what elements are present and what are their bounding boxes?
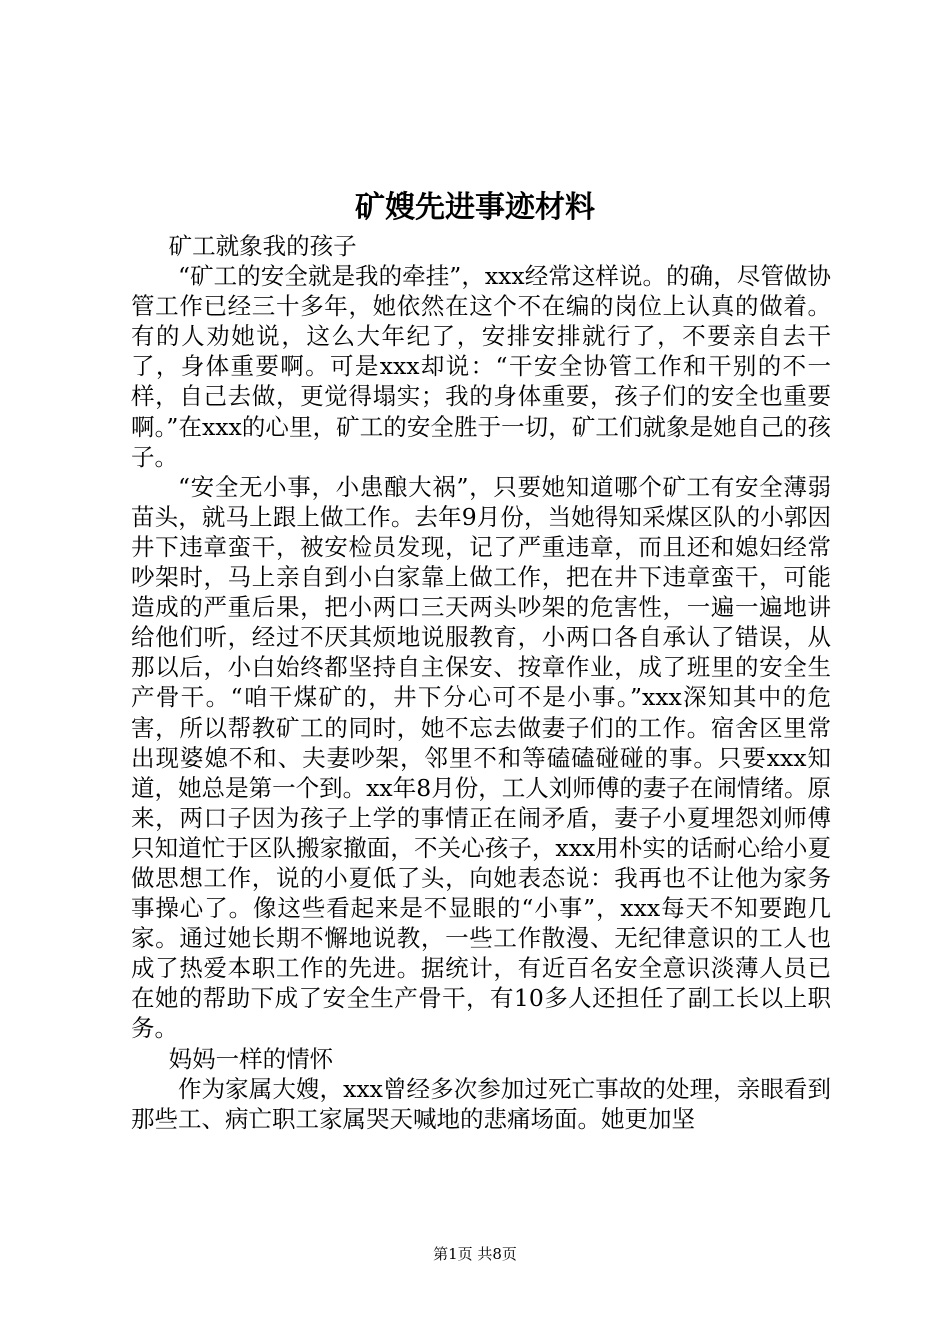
body-paragraph: “安全无小事，小患酿大祸”，只要她知道哪个矿工有安全薄弱苗头，就马上跟上做工作。去年9月份，当她得知采煤区队的小郭因井下违章蛮干，被安检员发现，记了严重违章，而且还和媳妇经常吵架时，马上亲自到小白家靠上做工作，把在井下违章蛮干，可能造成的严重后果，把小两口三天两头吵架的危害性，一遍一遍地讲给他们听，经过不厌其烦地说服教育，小两口各自承认了错误，从那以后，小白始终都坚持自主保安、按章作业，成了班里的安全生产骨干。“咱干煤矿的，井下分心可不是小事。”xxx深知其中的危害，所以帮教矿工的同时，她不忘去做妻子们的工作。宿舍区里常出现婆媳不和、夫妻吵架，邻里不和等磕磕碰碰的事。只要xxx知道，她总是第一个到。xx年8月份，工人刘师傅的妻子在闹情绪。原来，两口子因为孩子上学的事情正在闹矛盾，妻子小夏埋怨刘师傅只知道忙于区队搬家撤面，不关心孩子，xxx用朴实的话耐心给小夏做思想工作，说的小夏低了头，向她表态说：我再也不让他为家务事操心了。像这些看起来是不显眼的“小事”，xxx每天不知要跑几家。通过她长期不懈地说教，一些工作散漫、无纪律意识的工人也成了热爱本职工作的先进。据统计，有近百名安全意识淡薄人员已在她的帮助下成了安全生产骨干，有10多人还担任了副工长以上职务。 [131, 472, 831, 1043]
document-title: 矿嫂先进事迹材料 [355, 190, 595, 225]
body-paragraph: 作为家属大嫂，xxx曾经多次参加过死亡事故的处理，亲眼看到那些工、病亡职工家属哭天喊地的悲痛场面。她更加坚 [131, 1074, 831, 1133]
section-heading: 妈妈一样的情怀 [168, 1044, 334, 1073]
document-body [131, 231, 831, 1134]
page-footer: 第1页 共8页 [433, 1245, 517, 1263]
section-heading: 矿工就象我的孩子 [168, 232, 357, 260]
body-paragraph: “矿工的安全就是我的牵挂”，xxx经常这样说。的确，尽管做协管工作已经三十多年，她依然在这个不在编的岗位上认真的做着。有的人劝她说，这么大年纪了，安排安排就行了，不要亲自去干了，身体重要啊。可是xxx却说：“干安全协管工作和干别的不一样，自己去做，更觉得塌实；我的身体重要，孩子们的安全也重要啊。”在xxx的心里，矿工的安全胜于一切，矿工们就象是她自己的孩子。 [131, 262, 831, 471]
